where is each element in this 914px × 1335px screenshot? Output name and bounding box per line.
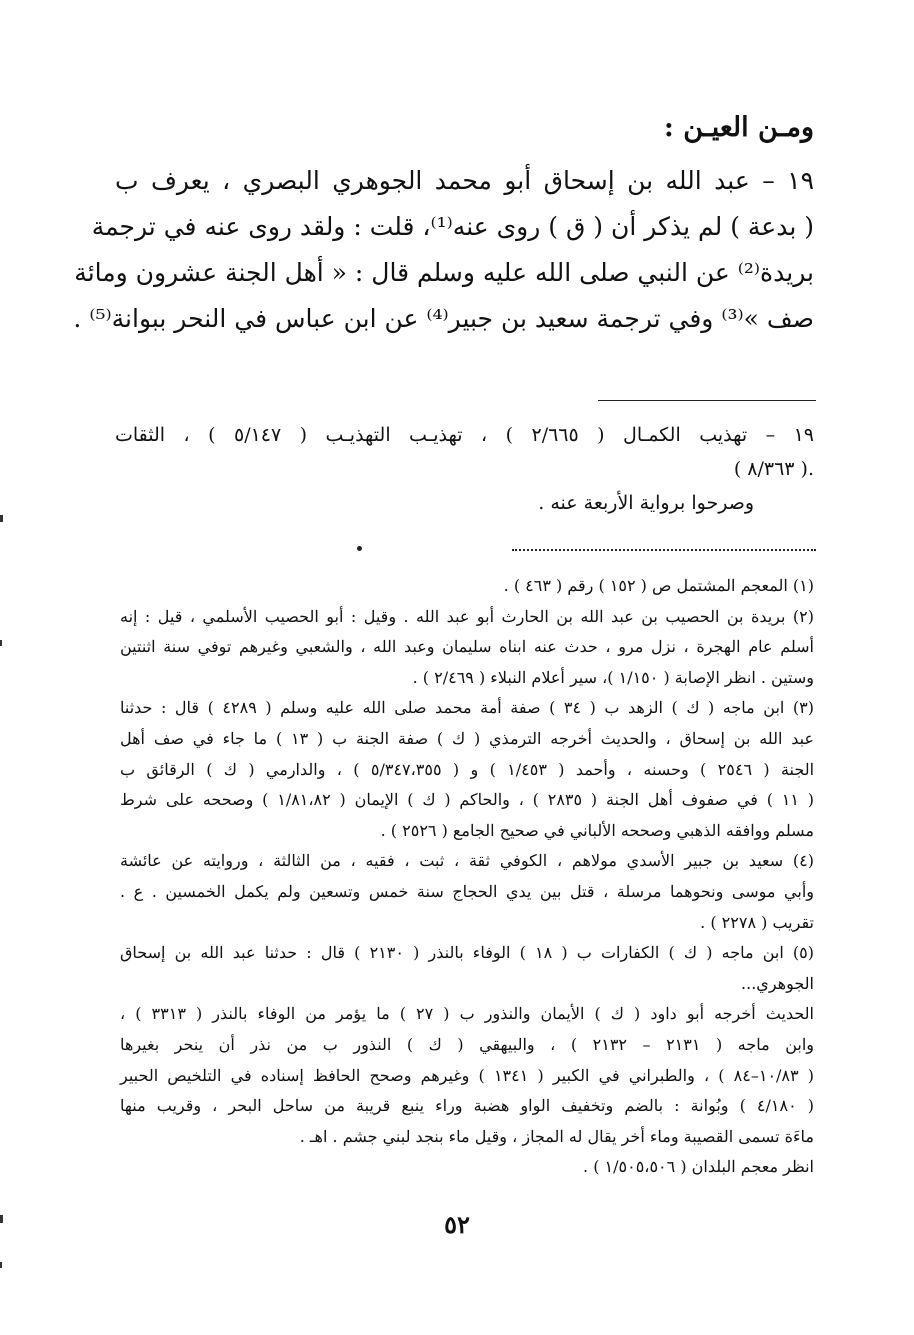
scan-edge-mark <box>0 1215 3 1223</box>
footnote-4-line: وأبي موسى ونحوهما مرسلة ، قتل بين يدي الحجاج سنة خمس وتسعين ولم يكمل الخمسين . ع . <box>120 881 814 901</box>
footnotes-divider <box>512 549 816 551</box>
footnote-5-line: ( ٤/١٨٠ ) وبُوانة : بالضم وتخفيف الواو هضبة وراء ينبع قريبة من ساحل البحر ، وقريب منها <box>120 1096 815 1116</box>
main-entry <box>73 158 814 342</box>
footnote-5-line: ماءَة تسمى القصيبة وماء أخر يقال له المجاز ، وقيل ماء بنجد لبني جشم . اهـ . <box>299 1126 814 1146</box>
footnote-5-line: الجوهري... <box>741 973 814 993</box>
main-entry-line: ( بدعة ) لم يذكر أن ( ق ) روى عنه⁽¹⁾، قلت : ولقد روى عنه في ترجمة <box>91 212 814 241</box>
footnote-2-line: (٢) بريدة بن الحصيب بن عبد الله بن الحارث أبو عبد الله . وقيل : أبو الحصيب الأسلمي ، قيل : إنه <box>120 606 814 626</box>
scan-edge-mark <box>0 640 2 646</box>
scan-edge-mark <box>0 515 3 522</box>
footnotes <box>120 571 814 1183</box>
source-note-line: ( ٨/٣٦٣ ). <box>733 458 814 480</box>
footnote-3-line: عبد الله بن إسحاق ، والحديث أخرجه الترمذي ( ك ) صفة الجنة ب ( ١٣ ) ما جاء في صف أهل <box>120 728 815 748</box>
scan-edge-mark <box>0 1262 2 1268</box>
footnote-2-line: أسلم عام الهجرة ، نزل مرو ، حدث عنه ابناه سليمان وعبد الله ، والشعبي وغيرهم توفي سنة اثنتين <box>120 637 814 657</box>
main-entry-line: ١٩ – عبد الله بن إسحاق أبو محمد الجوهري البصري ، يعرف ب <box>115 166 814 195</box>
footnote-1-line: (١) المعجم المشتمل ص ( ١٥٢ ) رقم ( ٤٦٣ ) . <box>503 576 814 595</box>
footnote-5-line: ( ١٠/٨٣–٨٤ ) ، والطبراني في الكبير ( ١٣٤١ ) وغيرهم وصحح الحافظ إسناده في التلخيص الحبير <box>120 1065 814 1085</box>
source-notes <box>115 418 814 520</box>
footnote-2-line: وستين . انظر الإصابة ( ١/١٥٠ )، سير أعلام النبلاء ( ٢/٤٦٩ ) . <box>412 667 814 687</box>
source-notes-divider <box>598 400 816 401</box>
footnote-4-line: (٤) سعيد بن جبير الأسدي مولاهم ، الكوفي ثقة ، ثبت ، فقيه ، من الثالثة ، وروايته عن عائشة <box>120 851 814 871</box>
footnote-3-line: مسلم ووافقه الذهبي وصححه الألباني في صحيح الجامع ( ٢٥٢٦ ) . <box>380 820 814 840</box>
stray-dot <box>357 546 362 551</box>
main-entry-line: بريدة⁽²⁾ عن النبي صلى الله عليه وسلم قال : « أهل الجنة عشرون ومائة <box>74 258 814 287</box>
page-number: ٥٢ <box>444 1210 470 1239</box>
footnote-3-line: (٣) ابن ماجه ( ك ) الزهد ب ( ٣٤ ) صفة أمة محمد صلى الله عليه وسلم ( ٤٢٨٩ ) قال : حدثنا <box>120 698 815 718</box>
footnote-3-line: ( ١١ ) في صفوف أهل الجنة ( ٢٨٣٥ ) ، والحاكم ( ك ) الإيمان ( ١/٨١،٨٢ ) وصححه على شرط <box>120 790 815 810</box>
footnote-5-line: انظر معجم البلدان ( ١/٥٠٥،٥٠٦ ) . <box>583 1157 814 1177</box>
footnote-4-line: تقريب ( ٢٢٧٨ ) . <box>700 912 814 932</box>
section-heading: ومـن العيـن : <box>663 112 814 143</box>
footnote-3-line: الجنة ( ٢٥٤٦ ) وحسنه ، وأحمد ( ١/٤٥٣ ) و ( ٥/٣٤٧،٣٥٥ ) ، والدارمي ( ك ) الرقائق ب <box>120 759 815 779</box>
source-note-line: وصرحوا برواية الأربعة عنه . <box>538 492 754 514</box>
footnote-5-line: (٥) ابن ماجه ( ك ) الكفارات ب ( ١٨ ) الوفاء بالنذر ( ٢١٣٠ ) قال : حدثنا عبد الله بن إسحاق <box>120 943 815 963</box>
source-note-line: ١٩ – تهذيب الكمـال ( ٢/٦٦٥ ) ، تهذيـب التهذيـب ( ٥/١٤٧ ) ، الثقات <box>115 424 814 446</box>
footnote-5-line: وابن ماجه ( ٢١٣١ – ٢١٣٢ ) ، والبيهقي ( ك ) النذور ب من نذر أن ينحر بغيرها <box>120 1034 815 1054</box>
main-entry-line: صف »⁽³⁾ وفي ترجمة سعيد بن جبير⁽⁴⁾ عن ابن عباس في النحر ببوانة⁽⁵⁾ . <box>73 304 814 333</box>
footnote-5-line: الحديث أخرجه أبو داود ( ك ) الأيمان والنذور ب ( ٢٧ ) ما يؤمر من الوفاء بالنذر ( ٣٣١٣ ) ، <box>120 1004 814 1024</box>
